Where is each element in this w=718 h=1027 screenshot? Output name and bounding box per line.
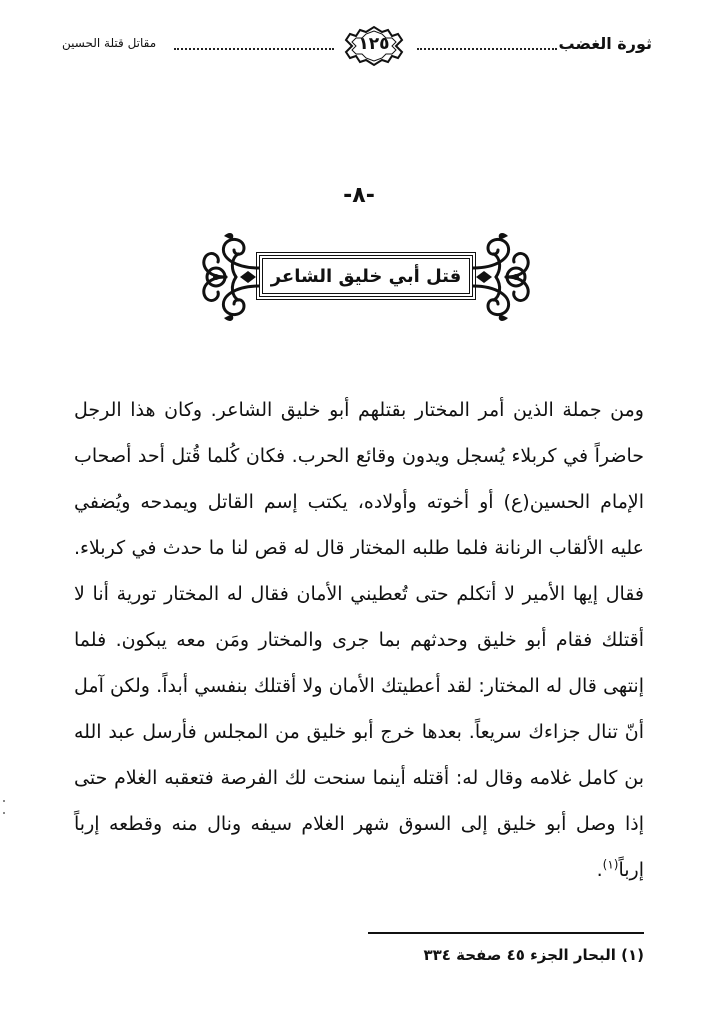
running-header <box>62 24 652 68</box>
chapter-title-frame <box>259 255 473 297</box>
footnote-reference: (١) <box>602 857 619 872</box>
scan-speck <box>3 812 5 814</box>
header-dotted-leader-left <box>174 48 334 50</box>
chapter-title: قتل أبي خليق الشاعر <box>270 266 462 287</box>
body-text <box>74 387 644 893</box>
running-chapter-title: مقاتل قتلة الحسين <box>62 36 157 50</box>
book-title: ثورة الغضب <box>558 34 652 53</box>
footnote-separator <box>368 932 644 934</box>
chapter-number: -٨- <box>343 183 375 208</box>
footnote: (١) البحار الجزء ٤٥ صفحة ٣٣٤ <box>423 946 644 964</box>
page-number: ١٢٥ <box>358 34 390 54</box>
body-paragraph <box>74 387 644 893</box>
header-dotted-leader-right <box>417 48 557 50</box>
paragraph-end-mark: . <box>596 859 603 881</box>
page-number-badge <box>344 24 404 68</box>
chapter-title-banner <box>196 228 536 328</box>
scan-speck <box>3 800 5 802</box>
paragraph-text: ومن جملة الذين أمر المختار بقتلهم أبو خليق الشاعر. وكان هذا الرجل حاضراً في كربلاء يُسجل ويدون وقائع الحرب. فكان كُلما قُتل أحد أصحاب الإمام الحسين(ع) أو أخوته وأولاده، يكتب إسم القاتل ويمدحه ويُضفي عليه الألقاب الرنانة فلما طلبه المختار قال له قص لنا ما حدث في كربلاء. فقال إيها الأمير لا أتكلم حتى تُعطيني الأمان فقال له المختار تورية أنا لا أقتلك فقام أبو خليق وحدثهم بما جرى والمختار ومَن معه يبكون. فلما إنتهى قال له المختار: لقد أعطيتك الأمان ولا أقتلك بنفسي أبداً. ولكن آمل أنّ تنال جزاءك سريعاً. بعدها خرج أبو خليق من المجلس فأرسل عبد الله بن كامل غلامه وقال له: أقتله أينما سنحت لك الفرصة فتعقبه الغلام حتى إذا وصل أبو خليق إلى السوق شهر الغلام سيفه ونال منه وقطعه إرباً إرباً <box>74 399 644 881</box>
